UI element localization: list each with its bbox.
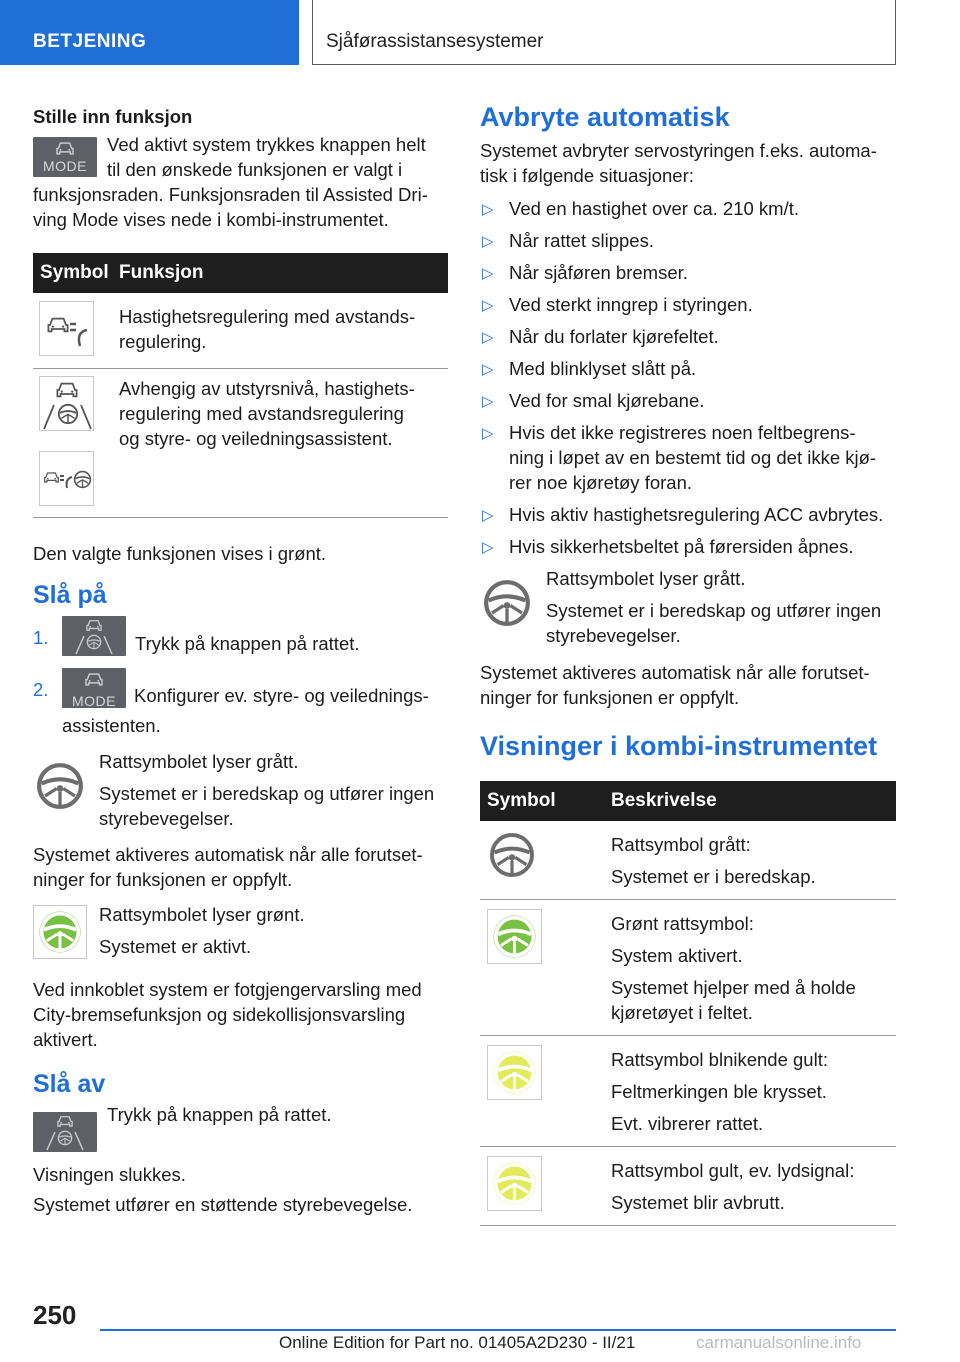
- row-green-line-2: System aktivert.: [611, 945, 743, 966]
- list-item: ▷ Ved for smal kjørebane.: [482, 390, 705, 411]
- steering-wheel-yellow-icon: [487, 1156, 542, 1211]
- ped-line-2: City-bremsefunksjon og sidekollisjonsvarsling: [33, 1004, 406, 1025]
- list-item: ▷ Hvis det ikke registreres noen feltbegrens- ning i løpet av en bestemt tid og det ikke kjø- rer noe kjøretøy foran.: [482, 422, 877, 493]
- table-row: [480, 1147, 896, 1226]
- list-item: ▷ Når sjåføren bremser.: [482, 262, 688, 283]
- abort-list: [480, 196, 896, 559]
- off-heading: Slå av: [33, 1070, 106, 1098]
- row-green-line-4: kjøretøyet i feltet.: [611, 1002, 753, 1023]
- page-number: 250: [33, 1300, 77, 1330]
- grey-line-2: Systemet er i beredskap og utfører ingen: [99, 783, 435, 804]
- step-2-text-2: assistenten.: [62, 715, 161, 736]
- mode-button-2: [62, 668, 126, 708]
- step-2-text-1: Konfigurer ev. styre- og veilednings-: [134, 685, 429, 706]
- function-table: [33, 253, 448, 518]
- set-heading: Stille inn funksjon: [33, 106, 193, 127]
- list-item: ▷ Hvis aktiv hastighetsregulering ACC avbrytes.: [482, 504, 884, 525]
- mode-button: [33, 137, 97, 177]
- set-text-3: funksjonsraden. Funksjonsraden til Assisted Dri-: [33, 184, 428, 205]
- row-yellow2-line-1: Rattsymbol gult, ev. lydsignal:: [611, 1160, 855, 1181]
- header-chapter: Sjåførassistansesystemer: [312, 0, 896, 65]
- row-yellow-line-3: Evt. vibrerer rattet.: [611, 1113, 764, 1134]
- footer-divider: [100, 1329, 896, 1331]
- grey-r-line-2: Systemet er i beredskap og utfører ingen: [546, 600, 882, 621]
- row2-line1: Avhengig av utstyrsnivå, hastighets-: [119, 378, 415, 399]
- row-green-line-1: Grønt rattsymbol:: [611, 913, 754, 934]
- acc-distance-icon: [39, 301, 94, 356]
- set-text-2: til den ønskede funksjonen er valgt i: [107, 159, 403, 180]
- list-item: ▷ Ved en hastighet over ca. 210 km/t.: [482, 198, 800, 219]
- auto-r-line-1: Systemet aktiveres automatisk når alle forutset-: [480, 662, 870, 683]
- step-2: [33, 668, 448, 718]
- step-1-text: Trykk på knappen på rattet.: [135, 633, 360, 654]
- off-line-2: Systemet utfører en støttende styrebevegelse.: [33, 1194, 413, 1215]
- abort-heading: Avbryte automatisk: [480, 102, 730, 132]
- list-item: ▷ Hvis sikkerhetsbeltet på førersiden åpnes.: [482, 536, 854, 557]
- steering-wheel-grey-icon: [35, 761, 85, 811]
- steering-wheel-green-icon: [33, 905, 87, 959]
- ped-line-3: aktivert.: [33, 1029, 98, 1050]
- grey-line-3: styrebevegelser.: [99, 808, 234, 829]
- grey-line-1: Rattsymbolet lyser grått.: [99, 751, 299, 772]
- table-row: [33, 293, 448, 369]
- steering-wheel-green-icon-2: [487, 909, 542, 964]
- grey-r-line-3: styrebevegelser.: [546, 625, 681, 646]
- step-1: [33, 616, 448, 668]
- col-symbol: Symbol: [33, 253, 119, 293]
- row2-line2: regulering med avstandsregulering: [119, 403, 404, 424]
- acc-steering-icon: [39, 451, 94, 506]
- right-column: [480, 100, 896, 1226]
- list-item: ▷ Med blinklyset slått på.: [482, 358, 697, 379]
- table-row: [33, 369, 448, 518]
- row2-line3: og styre- og veiledningsassistent.: [119, 428, 393, 449]
- on-heading: Slå på: [33, 581, 107, 609]
- selected-green-note: Den valgte funksjonen vises i grønt.: [33, 543, 327, 564]
- steering-assist-button-off: [33, 1112, 97, 1152]
- steering-assist-icon: [39, 376, 94, 431]
- table-row: [480, 821, 896, 900]
- steering-wheel-grey-icon-2: [482, 578, 532, 628]
- table-row: [480, 1036, 896, 1147]
- display-heading: Visninger i kombi-instrumentet: [480, 731, 878, 761]
- row-yellow-line-1: Rattsymbol blnikende gult:: [611, 1049, 828, 1070]
- auto-r-line-2: ninger for funksjonen er oppfylt.: [480, 687, 740, 708]
- step-1-number: 1.: [33, 627, 49, 648]
- grey-r-line-1: Rattsymbolet lyser grått.: [546, 568, 746, 589]
- header-section: BETJENING: [0, 0, 299, 65]
- col-function: Funksjon: [119, 253, 448, 293]
- display-table: [480, 781, 896, 1226]
- abort-intro-2: tisk i følgende situasjoner:: [480, 165, 694, 186]
- green-line-1: Rattsymbolet lyser grønt.: [99, 904, 305, 925]
- left-column: [33, 100, 448, 1217]
- col-desc: Beskrivelse: [611, 781, 896, 821]
- steering-wheel-grey-icon-3: [488, 831, 536, 879]
- auto-line-2: ninger for funksjonen er oppfylt.: [33, 869, 293, 890]
- row1-line2: regulering.: [119, 331, 207, 352]
- list-item: ▷ Ved sterkt inngrep i styringen.: [482, 294, 753, 315]
- steering-assist-button: [62, 616, 126, 656]
- mode-label: MODE: [43, 158, 87, 174]
- table-row: [480, 900, 896, 1036]
- row-grey-line-1: Rattsymbol grått:: [611, 834, 751, 855]
- col-symbol-r: Symbol: [480, 781, 611, 821]
- off-line-1: Visningen slukkes.: [33, 1164, 186, 1185]
- set-text-4: ving Mode vises nede i kombi-instrumentet.: [33, 209, 389, 230]
- abort-intro-1: Systemet avbryter servostyringen f.eks. automa-: [480, 140, 877, 161]
- list-item: ▷ Når du forlater kjørefeltet.: [482, 326, 719, 347]
- step-2-number: 2.: [33, 679, 49, 700]
- row-yellow-line-2: Feltmerkingen ble krysset.: [611, 1081, 827, 1102]
- list-item: ▷ Når rattet slippes.: [482, 230, 654, 251]
- off-text: Trykk på knappen på rattet.: [107, 1104, 332, 1125]
- set-text-1: Ved aktivt system trykkes knappen helt: [107, 134, 426, 155]
- footer-watermark: carmanualsonline.info: [696, 1333, 862, 1352]
- mode-label-2: MODE: [72, 693, 116, 709]
- green-line-2: Systemet er aktivt.: [99, 936, 252, 957]
- row1-line1: Hastighetsregulering med avstands-: [119, 306, 416, 327]
- ped-line-1: Ved innkoblet system er fotgjengervarsling med: [33, 979, 422, 1000]
- footer-edition: Online Edition for Part no. 01405A2D230 - II/21: [279, 1333, 636, 1352]
- steering-wheel-yellow-blink-icon: [487, 1045, 542, 1100]
- auto-line-1: Systemet aktiveres automatisk når alle forutset-: [33, 844, 423, 865]
- row-yellow2-line-2: Systemet blir avbrutt.: [611, 1192, 785, 1213]
- row-grey-line-2: Systemet er i beredskap.: [611, 866, 816, 887]
- row-green-line-3: Systemet hjelper med å holde: [611, 977, 856, 998]
